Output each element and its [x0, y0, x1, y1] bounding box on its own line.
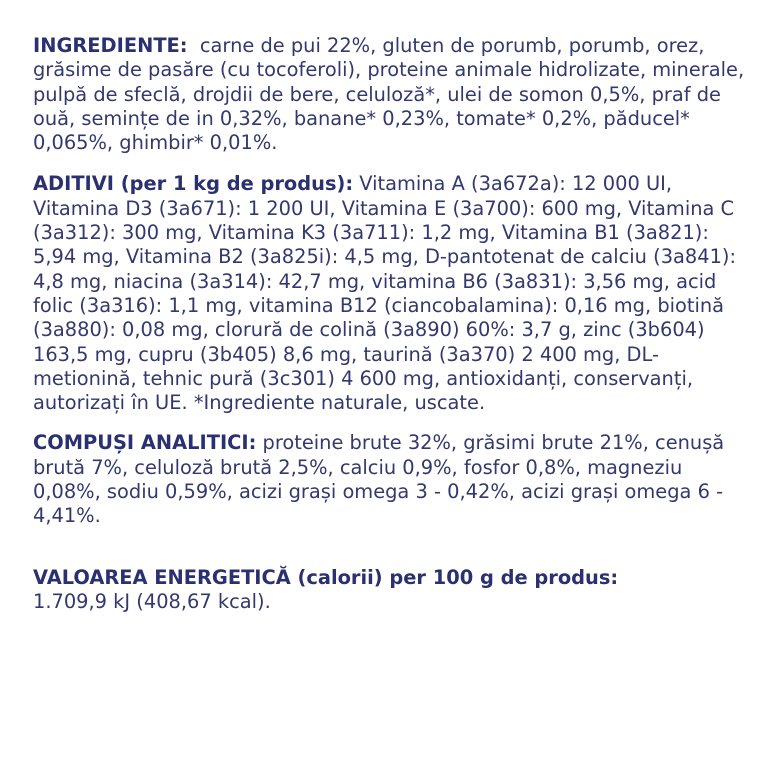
additives-heading: ADITIVI (per 1 kg de produs):: [33, 172, 354, 196]
ingredients-text: carne de pui 22%, gluten de porumb, porumb, orez, grăsime de pasăre (cu tocoferoli), proteine animale hidrolizate, minerale, pulpă de sfeclă, drojdii de bere, celuloză*, ulei de somon 0,5%, praf de ouă, semințe de in 0,32%, banane* 0,23%, tomate* 0,2%, păducel* 0,065%, ghimbir* 0,01%.: [33, 34, 745, 155]
analytical-constituents-text: proteine brute 32%, grăsimi brute 21%, cenușă brută 7%, celuloză brută 2,5%, calciu 0,9%, fosfor 0,8%, magneziu 0,08%, sodiu 0,59%, acizi grași omega 3 - 0,42%, acizi grași omega 6 - 4,41%.: [33, 431, 725, 528]
energy-value-heading: VALOAREA ENERGETICĂ (calorii) per 100 g de produs:: [33, 565, 619, 589]
label-text-block: [33, 34, 745, 630]
ingredients-heading: INGREDIENTE:: [33, 34, 188, 57]
additives-section: [33, 172, 745, 415]
ingredients-section: [33, 34, 745, 155]
energy-value-text: 1.709,9 kJ (408,67 kcal).: [33, 589, 271, 613]
analytical-constituents-heading: COMPUȘI ANALITICI:: [33, 431, 257, 455]
analytical-constituents-section: [33, 431, 745, 528]
additives-text: Vitamina A (3a672a): 12 000 UI, Vitamina D3 (3a671): 1 200 UI, Vitamina E (3a700): 600 mg, Vitamina C (3a312): 300 mg, Vitamina K3 (3a711): 1,2 mg, Vitamina B1 (3a821): 5,94 mg, Vitamina B2 (3a825i): 4,5 mg, D-pantotenat de calciu (3a841): 4,8 mg, niacina (3a314): 42,7 mg, vitamina B6 (3a831): 3,56 mg, acid folic (3a316): 1,1 mg, vitamina B12 (ciancobalamina): 0,16 mg, biotină (3a880): 0,08 mg, clorură de colină (3a890) 60%: 3,7 g, zinc (3b604) 163,5 mg, cupru (3b405) 8,6 mg, taurină (3a370) 2 400 mg, DL-metionină, tehnic pură (3c301) 4 600 mg, antioxidanți, conservanți, autorizați în UE. *Ingrediente naturale, uscate.: [33, 172, 737, 415]
energy-value-section: [33, 566, 745, 615]
